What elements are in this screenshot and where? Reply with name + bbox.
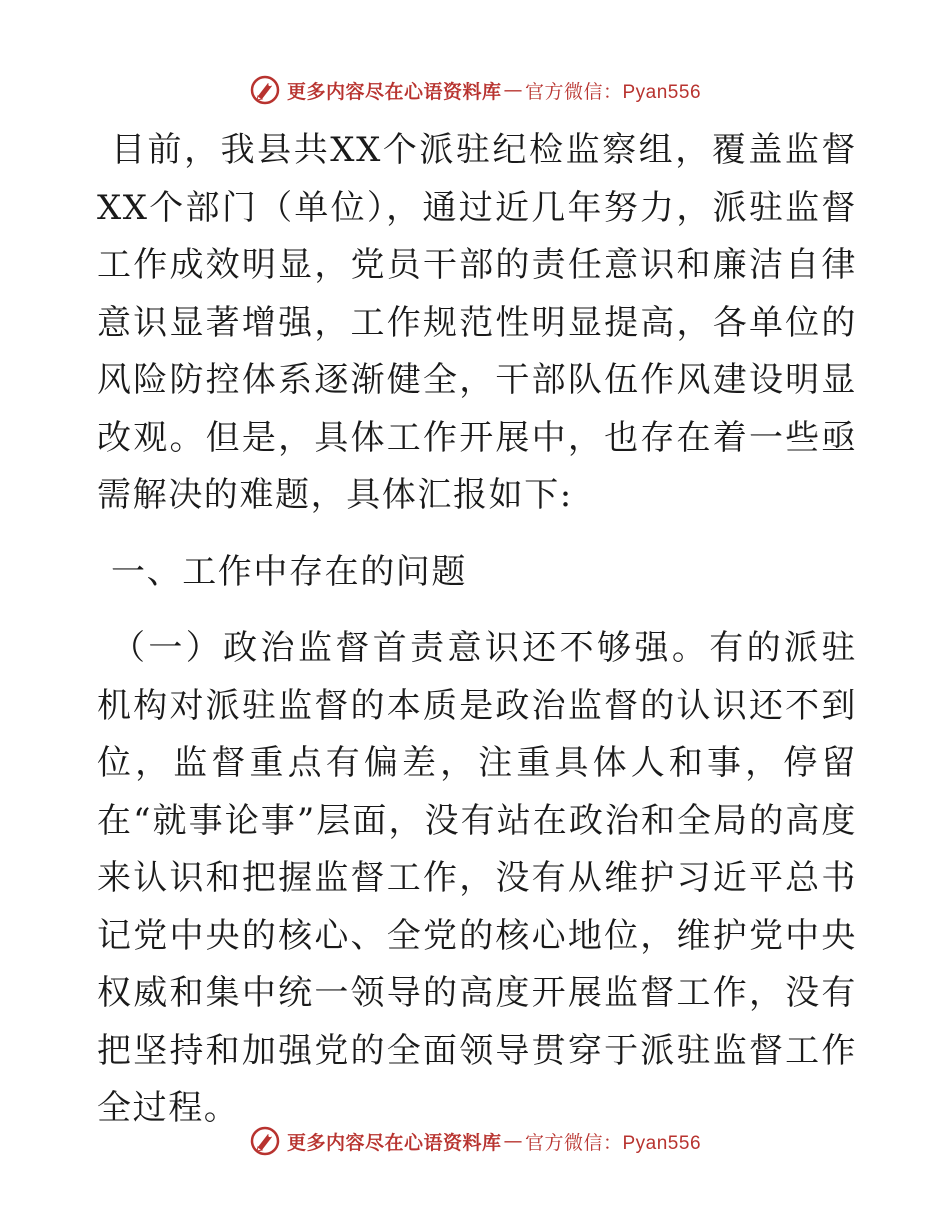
pen-logo-icon: [249, 74, 281, 106]
watermark-title: 更多内容尽在心语资料库: [286, 80, 502, 103]
watermark-contact: 官方微信：Pyan556: [525, 1132, 702, 1154]
document-body: [97, 122, 857, 1138]
watermark-title: 更多内容尽在心语资料库: [286, 1131, 502, 1154]
paragraph-political-supervision: （一）政治监督首责意识还不够强。有的派驻机构对派驻监督的本质是政治监督的认识还不到位，监督重点有偏差，注重具体人和事，停留在“就事论事”层面，没有站在政治和全局的高度来认识和把握监督工作，没有从维护习近平总书记党中央的核心、全党的核心地位，维护党中央权威和集中统一领导的高度开展监督工作，没有把坚持和加强党的全面领导贯穿于派驻监督工作全过程。: [97, 628, 857, 1128]
watermark-dash: —: [503, 79, 523, 101]
paragraph-intro: 目前，我县共XX个派驻纪检监察组，覆盖监督XX个部门（单位），通过近几年努力，派驻监督工作成效明显，党员干部的责任意识和廉洁自律意识显著增强，工作规范性明显提高，各单位的风险防控体系逐渐健全，干部队伍作风建设明显改观。但是，具体工作开展中，也存在着一些亟需解决的难题，具体汇报如下:: [97, 130, 857, 515]
section-heading: 一、工作中存在的问题: [111, 551, 467, 592]
watermark-header: [0, 70, 950, 110]
pen-logo-icon: [249, 1125, 281, 1157]
watermark-dash: —: [503, 1130, 523, 1152]
watermark-footer: [0, 1121, 950, 1161]
watermark-contact: 官方微信：Pyan556: [525, 81, 702, 103]
